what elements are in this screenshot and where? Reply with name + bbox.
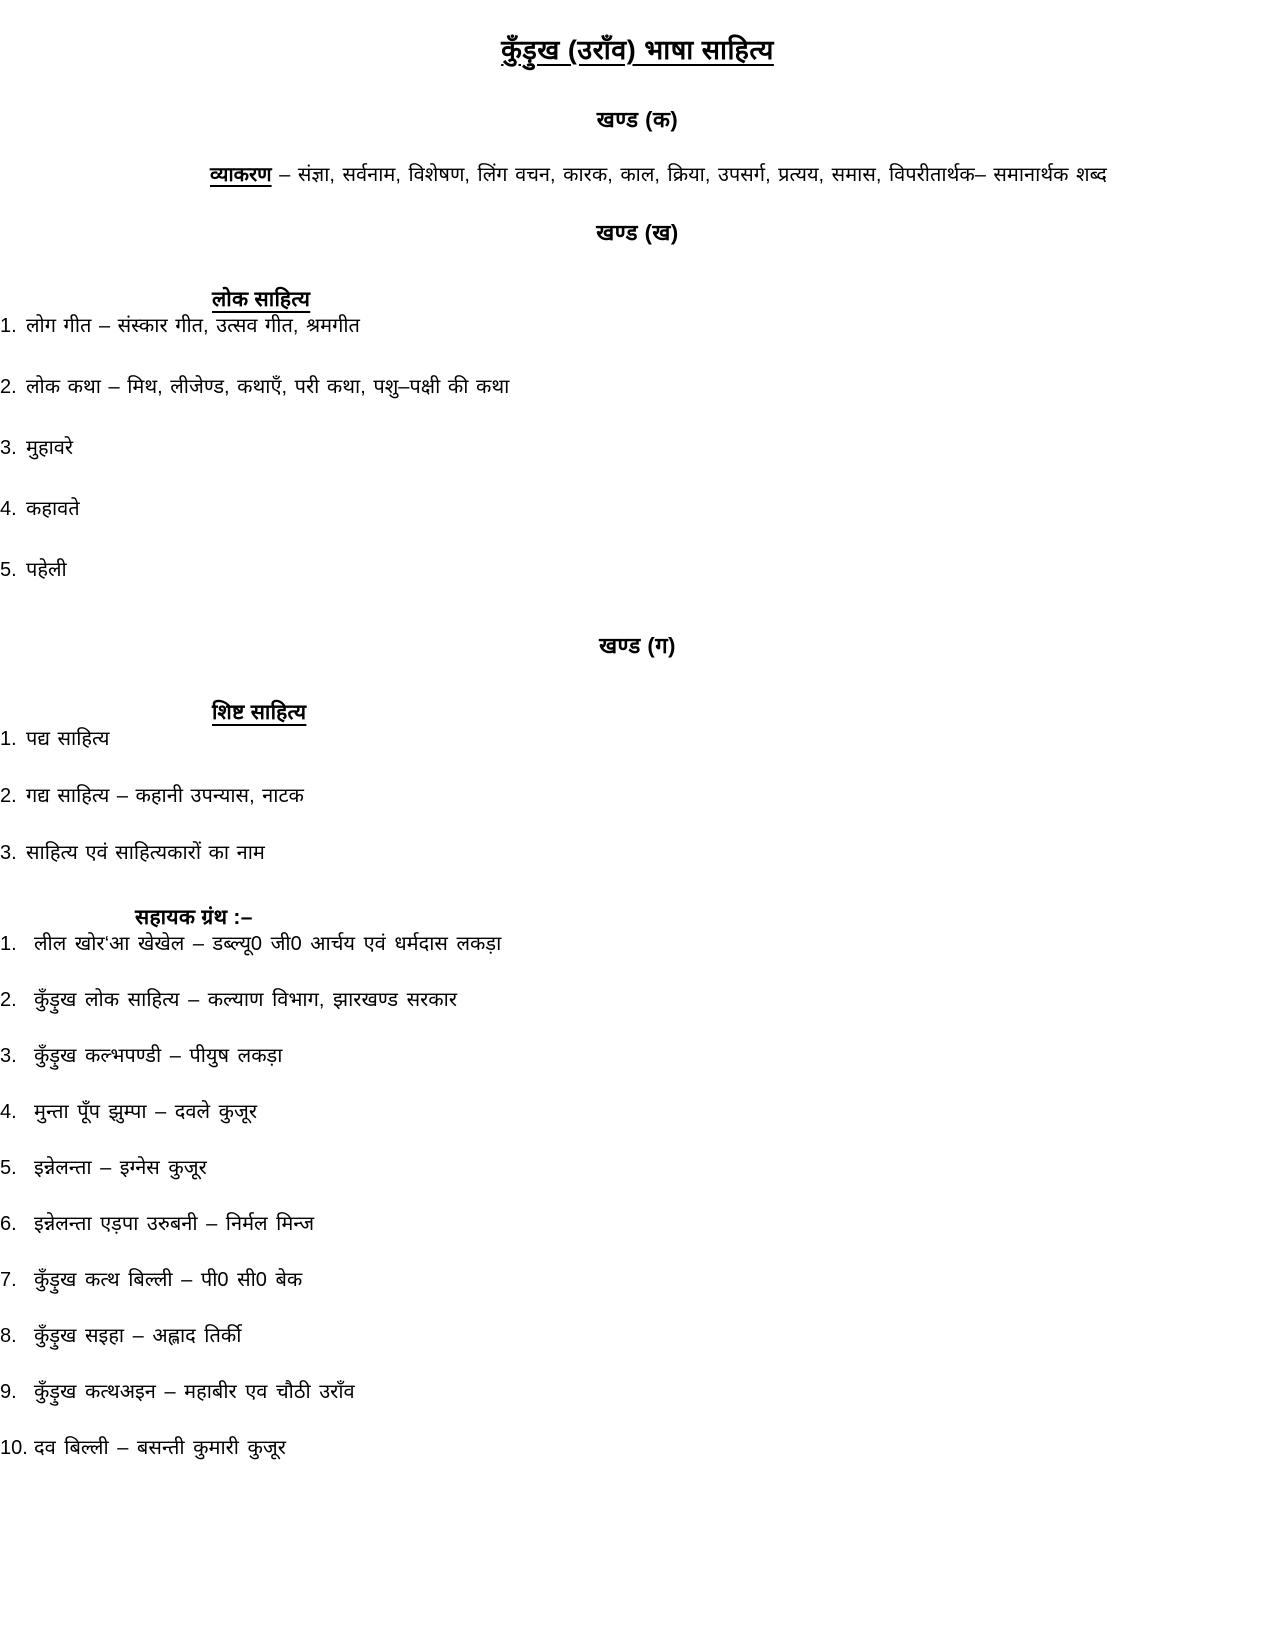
grammar-dash: – xyxy=(271,163,298,186)
list-item-index: 3. xyxy=(0,1044,17,1067)
page-title-text: कुँड़ुख (उराँव) भाषा साहित्य xyxy=(501,35,774,65)
references-list xyxy=(0,931,1275,1462)
list-item-index: 1. xyxy=(0,932,17,955)
list-item xyxy=(0,987,1275,1014)
list-item xyxy=(0,1211,1275,1238)
list-item-text: कुँड़ुख सइहा – अह्लाद तिर्की xyxy=(34,1324,242,1347)
list-item-text: पद्य साहित्य xyxy=(26,727,110,750)
list-item-text: मुहावरे xyxy=(26,436,74,459)
list-item xyxy=(0,1435,1275,1462)
references-heading: सहायक ग्रंथ :– xyxy=(135,905,253,929)
list-item-index: 5. xyxy=(0,558,17,581)
list-item xyxy=(0,1099,1275,1126)
grammar-label: व्याकरण xyxy=(210,163,272,186)
list-item xyxy=(0,783,1275,810)
list-item xyxy=(0,840,1275,867)
list-item xyxy=(0,313,1275,340)
list-item-index: 1. xyxy=(0,727,17,750)
list-item-text: दव बिल्ली – बसन्ती कुमारी कुजूर xyxy=(34,1436,286,1459)
list-item-index: 8. xyxy=(0,1324,17,1347)
list-item xyxy=(0,557,1275,584)
list-item-index: 2. xyxy=(0,784,17,807)
section-heading-khand-c: खण्ड (ग) xyxy=(599,632,676,658)
list-item-text: कुँड़ुख लोक साहित्य – कल्याण विभाग, झारखण्ड सरकार xyxy=(34,988,457,1011)
list-item-text: कुँड़ुख कत्थअइन – महाबीर एव चौठी उराँव xyxy=(34,1380,355,1403)
list-item-text: लोग गीत – संस्कार गीत, उत्सव गीत, श्रमगीत xyxy=(26,314,360,337)
list-item-index: 3. xyxy=(0,841,17,864)
list-item-index: 9. xyxy=(0,1380,17,1403)
list-item xyxy=(0,1379,1275,1406)
list-item-index: 6. xyxy=(0,1212,17,1235)
list-item-index: 2. xyxy=(0,988,17,1011)
list-item-index: 3. xyxy=(0,436,17,459)
grammar-paragraph xyxy=(210,156,1115,195)
list-item xyxy=(0,1155,1275,1182)
list-item-text: साहित्य एवं साहित्यकारों का नाम xyxy=(26,841,265,864)
list-item-index: 1. xyxy=(0,314,17,337)
list-item-text: इन्नेलन्ता – इग्नेस कुजूर xyxy=(34,1156,207,1179)
list-item-text: पहेली xyxy=(26,558,67,581)
section-heading-khand-b: खण्ड (ख) xyxy=(596,219,679,245)
list-item-index: 2. xyxy=(0,375,17,398)
list-item-text: कुँड़ुख कल्भपण्डी – पीयुष लकड़ा xyxy=(34,1044,283,1067)
list-item xyxy=(0,726,1275,753)
section-heading-khand-a: खण्ड (क) xyxy=(596,106,679,132)
grammar-body: संज्ञा, सर्वनाम, विशेषण, लिंग वचन, कारक, काल, क्रिया, उपसर्ग, प्रत्यय, समास, विपरीतार्थक– समानार्थक शब्द xyxy=(297,163,1107,186)
list-item xyxy=(0,435,1275,462)
page-title xyxy=(0,0,1275,68)
list-item xyxy=(0,931,1275,958)
list-item-index: 10. xyxy=(0,1436,28,1459)
folk-literature-list xyxy=(0,313,1275,584)
list-item-index: 4. xyxy=(0,497,17,520)
list-item xyxy=(0,1267,1275,1294)
list-item xyxy=(0,1323,1275,1350)
list-item-index: 5. xyxy=(0,1156,17,1179)
list-item-text: कुँड़ुख कत्थ बिल्ली – पी0 सी0 बेक xyxy=(34,1268,303,1291)
subheading-classical-literature: शिष्ट साहित्य xyxy=(212,700,307,724)
grammar-block xyxy=(0,156,1275,195)
subheading-folk-literature: लोक साहित्य xyxy=(212,287,311,311)
list-item-text: इन्नेलन्ता एड़पा उरुबनी – निर्मल मिन्ज xyxy=(34,1212,315,1235)
list-item-text: कहावते xyxy=(26,497,80,520)
list-item-text: लोक कथा – मिथ, लीजेण्ड, कथाएँ, परी कथा, पशु–पक्षी की कथा xyxy=(26,375,510,398)
classical-literature-list xyxy=(0,726,1275,867)
list-item-text: मुन्ता पूँप झुम्पा – दवले कुजूर xyxy=(34,1100,258,1123)
list-item-index: 4. xyxy=(0,1100,17,1123)
list-item-text: लील खोर‘आ खेखेल – डब्ल्यू0 जी0 आर्चय एवं धर्मदास लकड़ा xyxy=(34,932,502,955)
list-item xyxy=(0,496,1275,523)
list-item-text: गद्य साहित्य – कहानी उपन्यास, नाटक xyxy=(26,784,304,807)
list-item-index: 7. xyxy=(0,1268,17,1291)
list-item xyxy=(0,374,1275,401)
list-item xyxy=(0,1043,1275,1070)
